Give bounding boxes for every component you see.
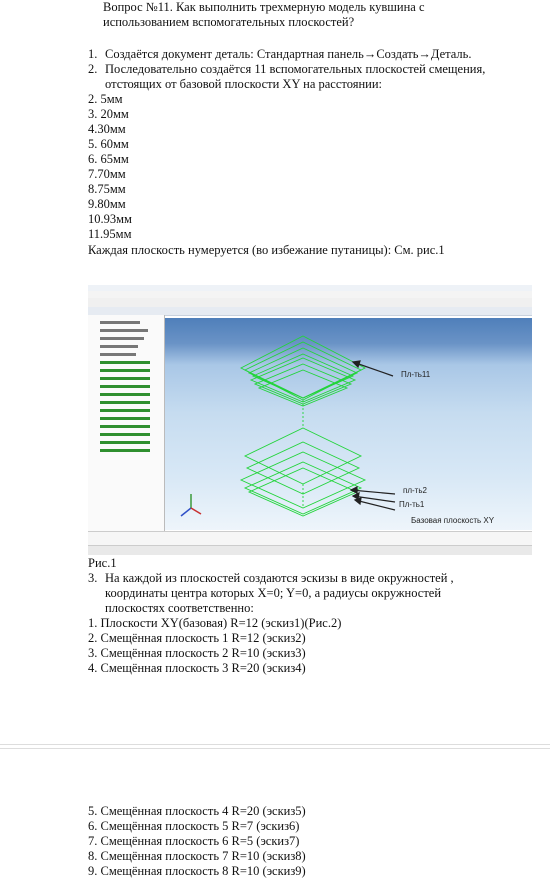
label-plane-11: Пл-ть11 [401,370,431,379]
model-tree-panel [88,315,165,531]
label-plane-2: пл-ть2 [403,486,427,495]
sketch-item: 3. Смещённая плоскость 2 R=10 (эскиз3) [88,646,306,660]
sketch-item: 6. Смещённая плоскость 5 R=7 (эскиз6) [88,819,300,833]
sketch-item: 5. Смещённая плоскость 4 R=20 (эскиз5) [88,804,306,818]
question-line-1: Вопрос №11. Как выполнить трехмерную модель кувшина с [103,0,425,14]
distance-item: 3. 20мм [88,107,129,121]
step-2-text-1: Последовательно создаётся 11 вспомогательных плоскостей смещения, [105,62,486,76]
sketch-item: 1. Плоскости XY(базовая) R=12 (эскиз1)(Рис.2) [88,616,342,630]
question-line-2: использованием вспомогательных плоскостей? [103,15,355,29]
distance-item: 10.93мм [88,212,132,226]
page-separator [0,748,550,749]
cad-screenshot-figure [88,285,532,555]
distance-item: 11.95мм [88,227,132,241]
distance-item: 2. 5мм [88,92,123,106]
label-base-plane: Базовая плоскость XY [411,516,495,525]
cad-status-bar [88,545,532,555]
cad-command-panel [88,531,532,546]
sketch-item: 9. Смещённая плоскость 8 R=10 (эскиз9) [88,864,306,878]
page-separator [0,744,550,745]
step-2-text-2: отстоящих от базовой плоскости XY на расстоянии: [105,77,383,91]
step-3-number: 3. [88,571,98,585]
step-3-text-1: На каждой из плоскостей создаются эскизы в виде окружностей , [105,571,454,585]
step-1-text: Создаётся документ деталь: Стандартная панель→Создать→Деталь. [105,47,472,61]
cad-toolbar [88,298,532,307]
distance-item: 9.80мм [88,197,126,211]
step-1-number: 1. [88,47,98,61]
step-3-text-2: координаты центра которых X=0; Y=0, а радиусы окружностей [105,586,442,600]
sketch-item: 8. Смещённая плоскость 7 R=10 (эскиз8) [88,849,306,863]
sketch-item: 2. Смещённая плоскость 1 R=12 (эскиз2) [88,631,306,645]
step-2-number: 2. [88,62,98,76]
numbering-note: Каждая плоскость нумеруется (во избежание путаницы): См. рис.1 [88,243,445,257]
step-3-text-3: плоскостях соответственно: [105,601,254,615]
distance-item: 5. 60мм [88,137,129,151]
figure-caption: Рис.1 [88,556,117,570]
label-plane-1: Пл-ть1 [399,500,425,509]
distance-item: 6. 65мм [88,152,129,166]
distance-item: 7.70мм [88,167,126,181]
sketch-item: 7. Смещённая плоскость 6 R=5 (эскиз7) [88,834,300,848]
distance-item: 8.75мм [88,182,126,196]
cad-3d-viewport[interactable] [165,318,532,530]
sketch-item: 4. Смещённая плоскость 3 R=20 (эскиз4) [88,661,306,675]
distance-item: 4.30мм [88,122,126,136]
